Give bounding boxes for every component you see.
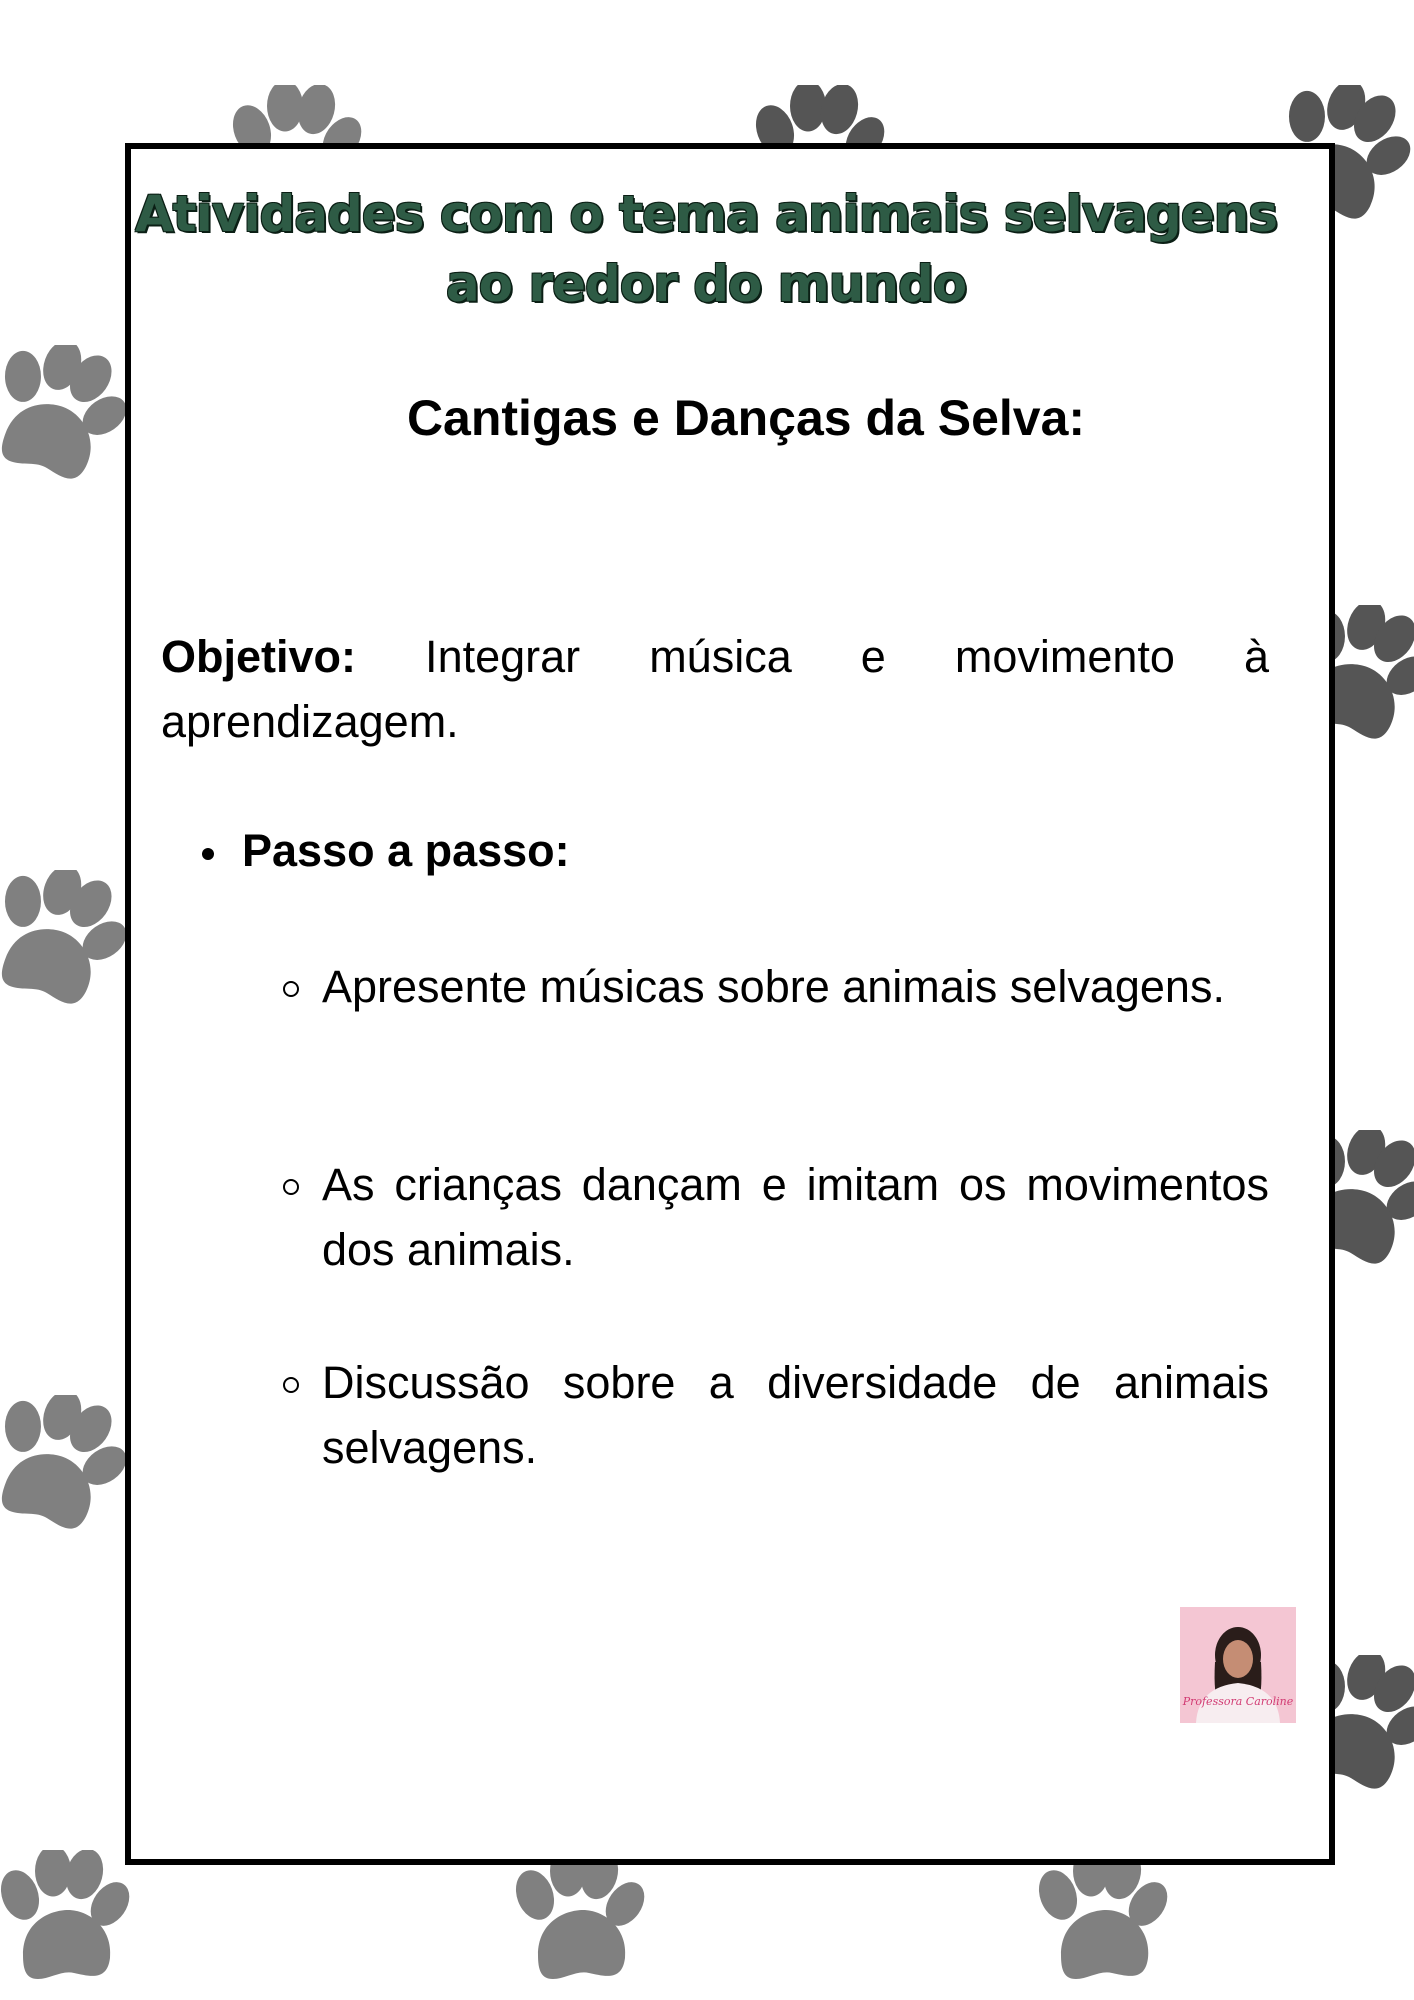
list-item: Discussão sobre a diversidade de animais selvagens. [322,1357,1269,1473]
list-item: As crianças dançam e imitam os movimentos dos animais. [322,1159,1269,1275]
circle-bullet-icon [283,1377,299,1393]
objective-text: Integrar música e movimento à aprendizagem. [161,631,1269,747]
page-title: Atividades com o tema animais selvagens ao redor do mundo [134,185,1277,313]
paw-print-icon [0,345,130,495]
avatar-caption: Professora Caroline [1182,1695,1294,1708]
section-subtitle: Cantigas e Danças da Selva: [406,390,1086,446]
teacher-avatar [1180,1607,1296,1723]
steps-heading: Passo a passo: [242,825,570,876]
paw-print-icon [0,1850,140,2000]
bullet-dot-icon [202,848,214,860]
circle-bullet-icon [283,981,299,997]
paw-print-icon [0,1395,130,1545]
content-card [125,143,1335,1865]
paw-print-icon [505,1850,655,2000]
objective-label: Objetivo: [161,631,357,682]
list-item: Apresente músicas sobre animais selvagens. [322,961,1225,1012]
paw-print-icon [0,870,130,1020]
objective-paragraph [161,624,1269,754]
paw-print-icon [1028,1850,1178,2000]
circle-bullet-icon [283,1179,299,1195]
